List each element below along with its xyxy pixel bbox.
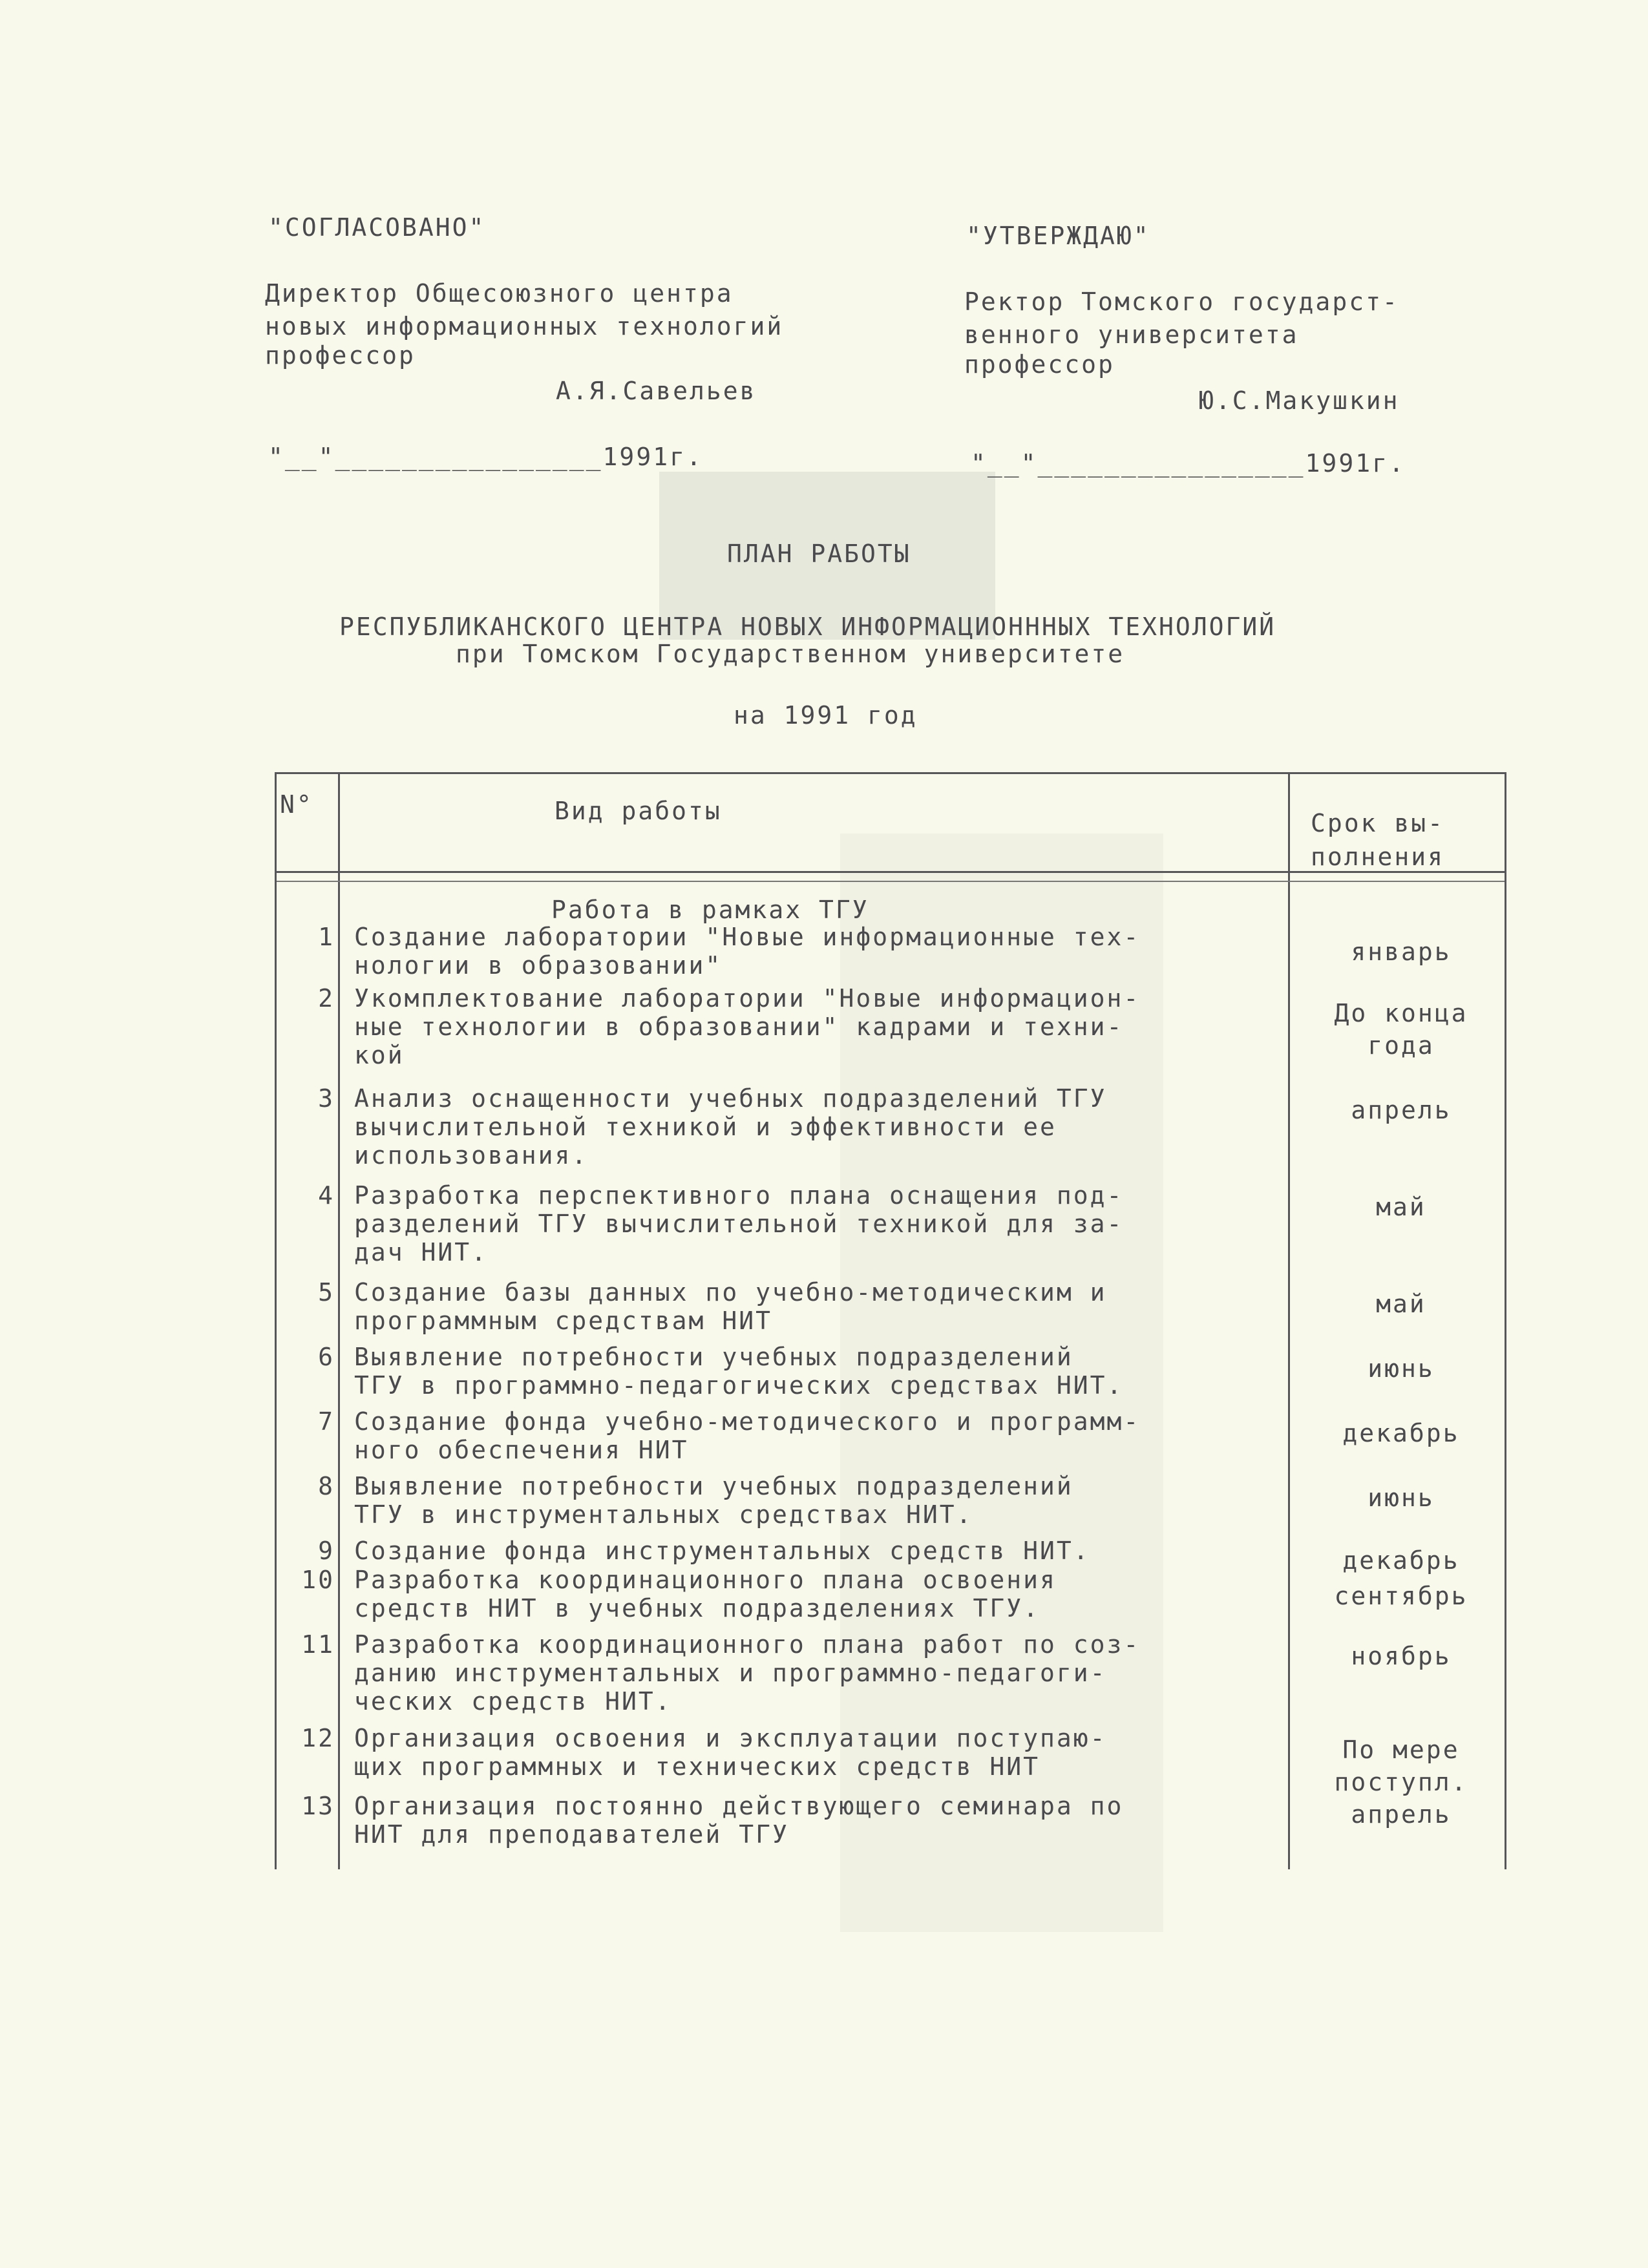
approval-left-line: новых информационных технологий [265,312,784,341]
row-work: Укомплектование лаборатории "Новые информацион- ные технологии в образовании" кадрами и техни- кой [354,984,1141,1069]
column-header-work: Вид работы [555,797,722,825]
table-divider-num [338,774,340,1869]
approval-left-line: Директор Общесоюзного центра [265,279,734,308]
row-term: сентябрь [1334,1582,1468,1610]
row-work: Создание фонда инструментальных средств НИТ. [354,1537,1090,1565]
row-work: Разработка координационного плана работ по соз- данию инструментальных и программно-педагоги- ческих средств НИТ. [354,1630,1141,1716]
approval-right-line: венного университета [964,320,1299,349]
row-work: Выявление потребности учебных подразделений ТГУ в инструментальных средствах НИТ. [354,1472,1073,1529]
row-work: Организация постоянно действующего семинара по НИТ для преподавателей ТГУ [354,1792,1124,1849]
document-title: ПЛАН РАБОТЫ [727,540,911,568]
row-work: Создание лаборатории "Новые информационные тех- нологии в образовании" [354,923,1141,980]
row-number: 6 [318,1343,335,1371]
row-number: 7 [318,1407,335,1436]
row-number: 2 [318,984,335,1013]
column-header-term: Срок вы- полнения [1311,809,1445,871]
approval-left-line: профессор [265,341,416,370]
row-term: апрель [1351,1096,1452,1124]
row-work: Создание фонда учебно-методического и программ- ного обеспечения НИТ [354,1407,1141,1464]
row-number: 8 [318,1472,335,1500]
row-work: Создание базы данных по учебно-методическим и программным средствам НИТ [354,1278,1107,1335]
row-term: май [1376,1193,1426,1221]
row-number: 12 [301,1724,335,1752]
row-term: До конца года [1334,999,1468,1060]
row-number: 13 [301,1792,335,1820]
row-work: Разработка координационного плана освоения средств НИТ в учебных подразделениях ТГУ. [354,1566,1057,1622]
document-year: на 1991 год [734,701,918,730]
document-subtitle: РЕСПУБЛИКАНСКОГО ЦЕНТРА НОВЫХ ИНФОРМАЦИОНННЫХ ТЕХНОЛОГИЙ [339,613,1276,641]
approval-left-signer: А.Я.Савельев [556,377,757,405]
row-work: Анализ оснащенности учебных подразделений ТГУ вычислительной техникой и эффективности ее использования. [354,1084,1107,1170]
row-number: 5 [318,1278,335,1307]
approval-right-line: профессор [964,350,1115,379]
row-number: 11 [301,1630,335,1659]
row-work: Организация освоения и эксплуатации поступаю- щих программных и технических средств НИТ [354,1724,1107,1781]
row-work: Выявление потребности учебных подразделений ТГУ в программно-педагогических средствах НИТ. [354,1343,1124,1400]
row-number: 4 [318,1181,335,1210]
approval-left-date: "__"________________1991г. [268,443,703,471]
row-number: 9 [318,1537,335,1565]
approval-left-heading: "СОГЛАСОВАНО" [268,213,486,242]
row-term: декабрь [1342,1419,1460,1447]
section-heading: Работа в рамках ТГУ [551,896,869,924]
row-term: По мере поступл. [1334,1736,1468,1796]
table-header-rule-2 [277,881,1505,882]
approval-right-date: "__"________________1991г. [971,449,1406,478]
row-term: июнь [1368,1354,1435,1383]
approval-right-signer: Ю.С.Макушкин [1199,386,1400,415]
column-header-num: N° [280,790,313,819]
row-work: Разработка перспективного плана оснащения под- разделений ТГУ вычислительной техникой для за- дач НИТ. [354,1181,1124,1266]
row-number: 10 [301,1566,335,1594]
approval-right-heading: "УТВЕРЖДАЮ" [966,222,1150,250]
row-number: 3 [318,1084,335,1113]
row-number: 1 [318,923,335,951]
approval-right-line: Ректор Томского государст- [964,288,1399,316]
row-term: июнь [1368,1484,1435,1512]
row-term: май [1376,1290,1426,1318]
table-divider-term [1288,774,1290,1869]
row-term: апрель [1351,1800,1452,1829]
work-plan-table [275,772,1506,1869]
document-subtitle-2: при Томском Государственном университете [456,640,1125,668]
row-term: ноябрь [1351,1642,1452,1670]
row-term: декабрь [1342,1546,1460,1575]
row-term: январь [1351,938,1452,966]
